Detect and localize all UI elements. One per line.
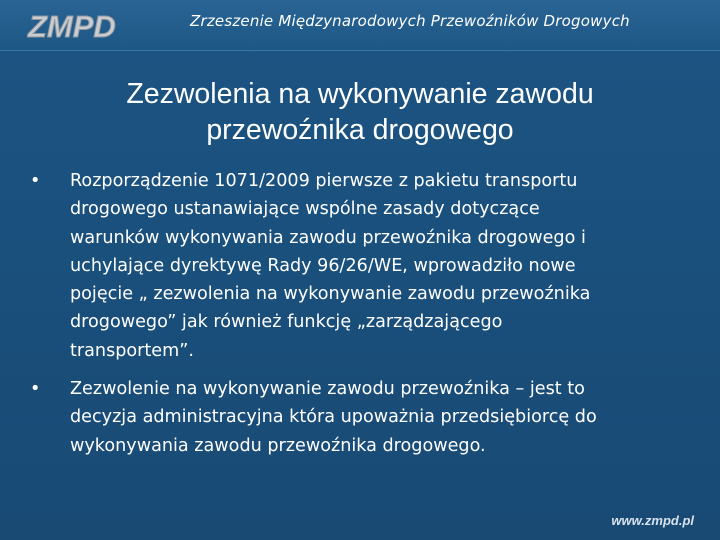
bullet-list <box>30 167 670 470</box>
text-line: Rozporządzenie 1071/2009 pierwsze z pakietu transportu <box>70 171 578 191</box>
slide-title <box>40 76 680 148</box>
bullet-icon: • <box>30 379 41 400</box>
organization-name: Zrzeszenie Międzynarodowych Przewoźników Drogowych <box>190 12 630 30</box>
text-line: transportem”. <box>70 340 194 361</box>
text-line: wykonywania zawodu przewoźnika drogowego. <box>70 435 486 456</box>
text-line: Zezwolenie na wykonywanie zawodu przewoźnika – jest to <box>70 379 585 400</box>
title-line: Zezwolenia na wykonywanie zawodu <box>126 78 594 110</box>
text-line: uchylające dyrektywę Rady 96/26/WE, wprowadziło nowe <box>70 255 576 276</box>
bullet-item <box>30 167 670 365</box>
bullet-item <box>30 375 670 460</box>
zmpd-logo <box>26 8 118 44</box>
text-line: pojęcie „ zezwolenia na wykonywanie zawodu przewoźnika <box>70 284 591 305</box>
footer-url[interactable]: www.zmpd.pl <box>611 513 694 528</box>
logo-text: ZMPD <box>28 9 116 44</box>
bullet-icon: • <box>30 171 41 191</box>
text-line: drogowego ustanawiające wspólne zasady dotyczące <box>70 199 540 220</box>
text-line: decyzja administracyjna która upoważnia przedsiębiorcę do <box>70 407 597 428</box>
title-line: przewoźnika drogowego <box>206 114 514 146</box>
text-line: warunków wykonywania zawodu przewoźnika drogowego i <box>70 227 586 248</box>
header-bar <box>0 0 720 51</box>
text-line: drogowego” jak również funkcję „zarządzającego <box>70 312 503 333</box>
